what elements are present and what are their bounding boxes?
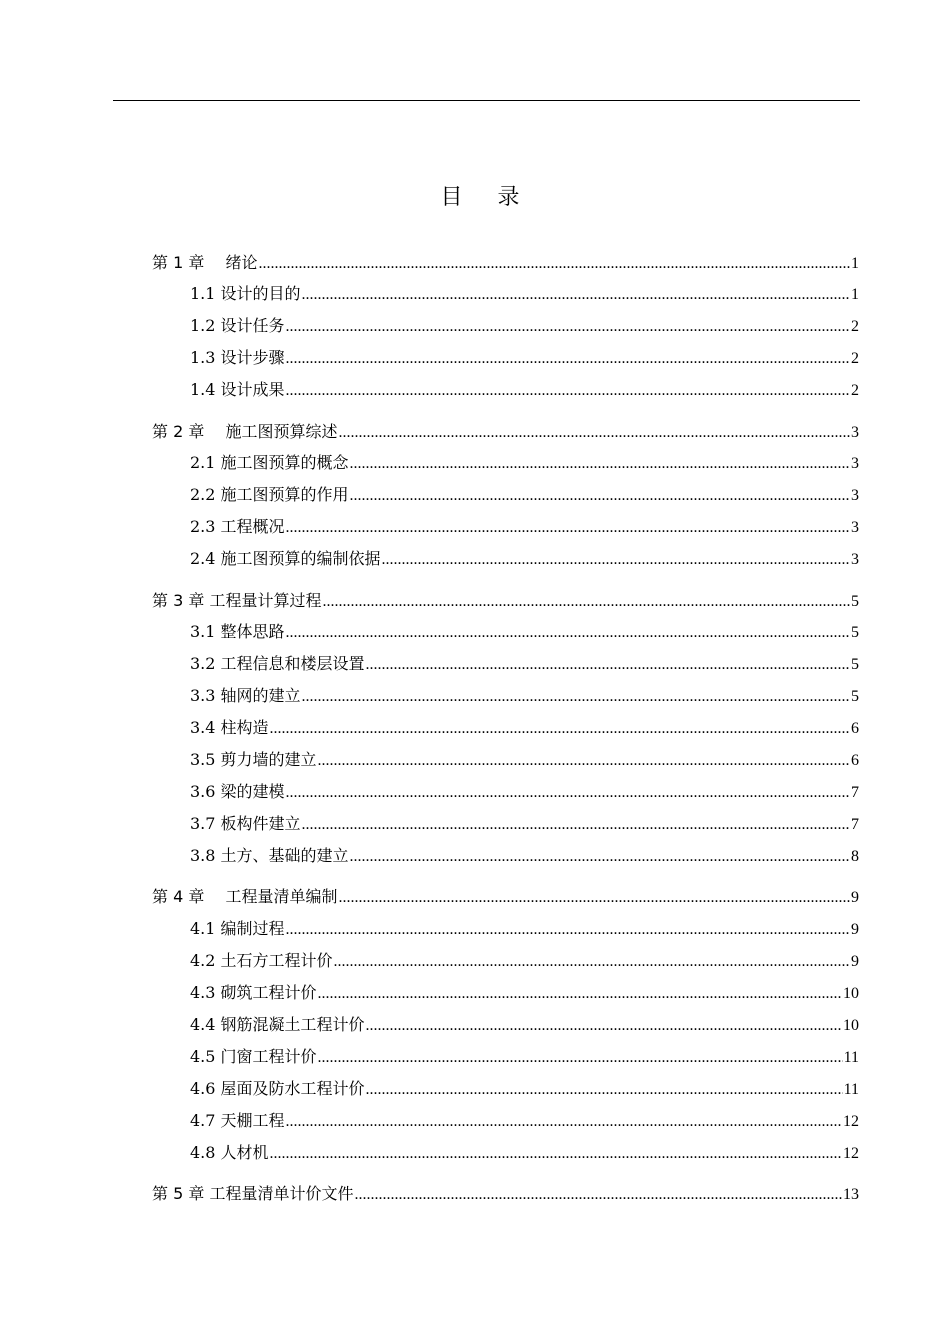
toc-entry-title: 1.1 设计的目的 bbox=[190, 284, 301, 303]
toc-entry-title: 4.6 屋面及防水工程计价 bbox=[190, 1079, 365, 1098]
toc-entry-title: 4.4 钢筋混凝土工程计价 bbox=[190, 1015, 365, 1034]
toc-page-number: 11 bbox=[843, 1049, 859, 1066]
toc-section-entry[interactable] bbox=[190, 345, 859, 369]
toc-page-number: 2 bbox=[851, 382, 859, 399]
toc-chapter-entry[interactable] bbox=[152, 250, 859, 274]
toc-leader-dots bbox=[286, 624, 850, 642]
toc-page-number: 3 bbox=[851, 519, 859, 536]
toc-leader-dots bbox=[258, 255, 850, 273]
toc-leader-dots bbox=[286, 350, 850, 368]
header-rule bbox=[113, 100, 860, 101]
toc-section-entry[interactable] bbox=[190, 1108, 859, 1132]
toc-section-entry[interactable] bbox=[190, 683, 859, 707]
toc-chapter-entry[interactable] bbox=[152, 1181, 859, 1205]
toc-leader-dots bbox=[286, 382, 850, 400]
toc-page-number: 3 bbox=[851, 487, 859, 504]
toc-page-number: 2 bbox=[851, 318, 859, 335]
toc-page-number: 9 bbox=[851, 953, 859, 970]
toc-section-entry[interactable] bbox=[190, 651, 859, 675]
toc-leader-dots bbox=[302, 688, 850, 706]
toc-leader-dots bbox=[318, 1049, 843, 1067]
toc-leader-dots bbox=[318, 985, 842, 1003]
toc-section-entry[interactable] bbox=[190, 281, 859, 305]
toc-leader-dots bbox=[270, 1145, 842, 1163]
toc-page-number: 5 bbox=[851, 656, 859, 673]
toc-leader-dots bbox=[286, 921, 850, 939]
toc-page-number: 1 bbox=[851, 286, 859, 303]
toc-page-number: 3 bbox=[851, 551, 859, 568]
toc-page-number: 5 bbox=[851, 593, 859, 610]
toc-page-number: 7 bbox=[851, 816, 859, 833]
toc-section-entry[interactable] bbox=[190, 916, 859, 940]
toc-entry-title: 2.1 施工图预算的概念 bbox=[190, 453, 349, 472]
toc-section-entry[interactable] bbox=[190, 980, 859, 1004]
toc-leader-dots bbox=[366, 1017, 842, 1035]
toc-page-number: 5 bbox=[851, 688, 859, 705]
toc-entry-title: 1.2 设计任务 bbox=[190, 316, 285, 335]
toc-section-entry[interactable] bbox=[190, 1076, 859, 1100]
toc-entry-title: 3.4 柱构造 bbox=[190, 718, 269, 737]
toc-page-number: 6 bbox=[851, 752, 859, 769]
toc-section-entry[interactable] bbox=[190, 948, 859, 972]
toc-page-number: 9 bbox=[851, 921, 859, 938]
toc-leader-dots bbox=[286, 1113, 842, 1131]
toc-page-number: 1 bbox=[851, 255, 859, 272]
toc-section-entry[interactable] bbox=[190, 1012, 859, 1036]
toc-leader-dots bbox=[350, 487, 850, 505]
toc-section-entry[interactable] bbox=[190, 811, 859, 835]
toc-leader-dots bbox=[350, 455, 850, 473]
toc-leader-dots bbox=[350, 848, 850, 866]
toc-chapter-entry[interactable] bbox=[152, 588, 859, 612]
toc-section-entry[interactable] bbox=[190, 482, 859, 506]
toc-page-number: 9 bbox=[851, 889, 859, 906]
toc-leader-dots bbox=[338, 889, 850, 907]
toc-entry-title: 3.3 轴网的建立 bbox=[190, 686, 301, 705]
toc-leader-dots bbox=[334, 953, 850, 971]
toc-page-number: 7 bbox=[851, 784, 859, 801]
toc-leader-dots bbox=[318, 752, 850, 770]
toc-chapter-entry[interactable] bbox=[152, 884, 859, 908]
toc-section-entry[interactable] bbox=[190, 450, 859, 474]
toc-section-entry[interactable] bbox=[190, 747, 859, 771]
toc-section-entry[interactable] bbox=[190, 715, 859, 739]
toc-leader-dots bbox=[286, 318, 850, 336]
toc-page-number: 10 bbox=[843, 1017, 859, 1034]
toc-entry-title: 3.1 整体思路 bbox=[190, 622, 285, 641]
toc-leader-dots bbox=[382, 551, 850, 569]
toc-entry-title: 3.8 土方、基础的建立 bbox=[190, 846, 349, 865]
toc-title: 目 录 bbox=[440, 185, 534, 210]
toc-leader-dots bbox=[322, 593, 850, 611]
toc-page-number: 13 bbox=[843, 1186, 859, 1203]
toc-entry-title: 第 5 章 工程量清单计价文件 bbox=[152, 1184, 354, 1203]
toc-leader-dots bbox=[302, 286, 850, 304]
toc-page-number: 2 bbox=[851, 350, 859, 367]
toc-entry-title: 第 4 章 工程量清单编制 bbox=[152, 887, 338, 906]
toc-page-number: 12 bbox=[843, 1145, 859, 1162]
toc-entry-title: 4.2 土石方工程计价 bbox=[190, 951, 333, 970]
toc-entry-title: 第 1 章 绪论 bbox=[152, 253, 258, 272]
toc-page-number: 3 bbox=[851, 455, 859, 472]
toc-entry-title: 4.1 编制过程 bbox=[190, 919, 285, 938]
toc-entry-title: 2.4 施工图预算的编制依据 bbox=[190, 549, 381, 568]
toc-section-entry[interactable] bbox=[190, 514, 859, 538]
toc-leader-dots bbox=[338, 424, 850, 442]
toc-entry-title: 第 2 章 施工图预算综述 bbox=[152, 422, 338, 441]
toc-page-number: 8 bbox=[851, 848, 859, 865]
toc-entry-title: 3.5 剪力墙的建立 bbox=[190, 750, 317, 769]
toc-leader-dots bbox=[286, 784, 850, 802]
toc-page-number: 6 bbox=[851, 720, 859, 737]
toc-chapter-entry[interactable] bbox=[152, 419, 859, 443]
toc-entry-title: 4.5 门窗工程计价 bbox=[190, 1047, 317, 1066]
toc-entry-title: 4.8 人材机 bbox=[190, 1143, 269, 1162]
toc-leader-dots bbox=[366, 656, 850, 674]
toc-page-number: 5 bbox=[851, 624, 859, 641]
toc-entry-title: 2.2 施工图预算的作用 bbox=[190, 485, 349, 504]
toc-entry-title: 第 3 章 工程量计算过程 bbox=[152, 591, 322, 610]
toc-section-entry[interactable] bbox=[190, 843, 859, 867]
toc-leader-dots bbox=[286, 519, 850, 537]
toc-entry-title: 3.2 工程信息和楼层设置 bbox=[190, 654, 365, 673]
toc-leader-dots bbox=[302, 816, 850, 834]
toc-section-entry[interactable] bbox=[190, 779, 859, 803]
toc-section-entry[interactable] bbox=[190, 313, 859, 337]
toc-section-entry[interactable] bbox=[190, 1140, 859, 1164]
toc-page-number: 3 bbox=[851, 424, 859, 441]
toc-entry-title: 4.7 天棚工程 bbox=[190, 1111, 285, 1130]
toc-page-number: 12 bbox=[843, 1113, 859, 1130]
toc-entry-title: 2.3 工程概况 bbox=[190, 517, 285, 536]
toc-section-entry[interactable] bbox=[190, 546, 859, 570]
toc-section-entry[interactable] bbox=[190, 1044, 859, 1068]
toc-page-number: 11 bbox=[843, 1081, 859, 1098]
toc-page-number: 10 bbox=[843, 985, 859, 1002]
toc-entry-title: 3.6 梁的建模 bbox=[190, 782, 285, 801]
toc-leader-dots bbox=[366, 1081, 843, 1099]
toc-entry-title: 4.3 砌筑工程计价 bbox=[190, 983, 317, 1002]
toc-entry-title: 1.4 设计成果 bbox=[190, 380, 285, 399]
toc-section-entry[interactable] bbox=[190, 377, 859, 401]
toc-leader-dots bbox=[270, 720, 850, 738]
toc-leader-dots bbox=[354, 1186, 842, 1204]
toc-section-entry[interactable] bbox=[190, 619, 859, 643]
toc-entry-title: 1.3 设计步骤 bbox=[190, 348, 285, 367]
toc-entry-title: 3.7 板构件建立 bbox=[190, 814, 301, 833]
